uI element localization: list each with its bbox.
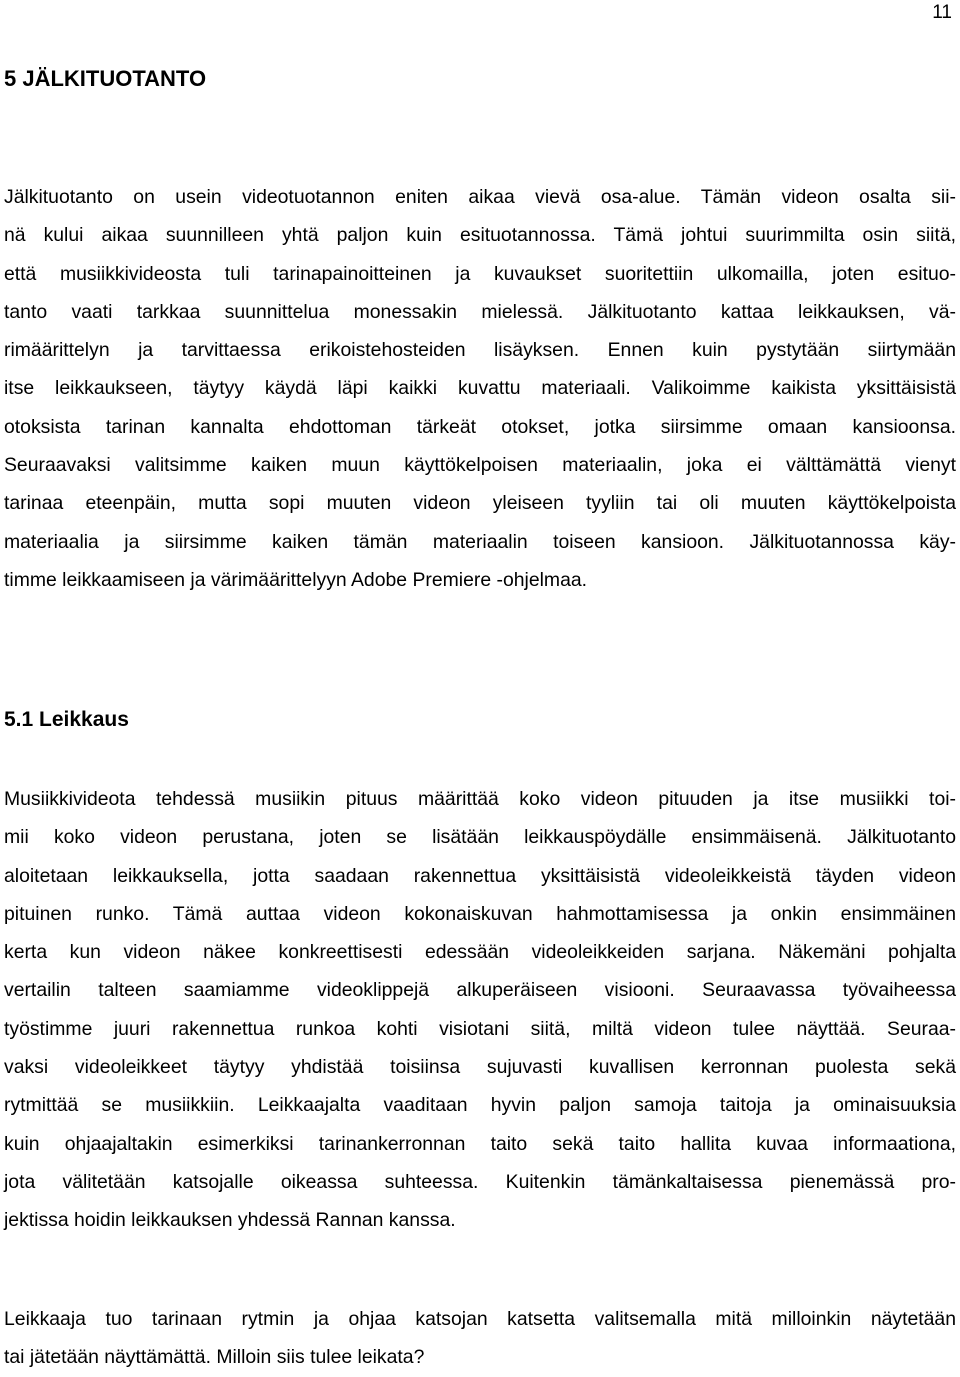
- text-line: kuin ohjaajaltakin esimerkiksi tarinankerronnan taito sekä taito hallita kuvaa informaationa,: [4, 1132, 956, 1155]
- text-line: nä kului aikaa suunnilleen yhtä paljon kuin esituotannossa. Tämä johtui suurimmilta osin siitä,: [4, 224, 956, 247]
- text-line: materiaalia ja siirsimme kaiken tämän materiaalin toiseen kansioon. Jälkituotannossa käy-: [4, 530, 956, 553]
- text-line: rimäärittelyn ja tarvittaessa erikoistehosteiden lisäyksen. Ennen kuin pystytään siirtymään: [4, 339, 956, 362]
- paragraph-leikkaus-1: [4, 780, 956, 1240]
- text-line: itse leikkaukseen, täytyy käydä läpi kaikki kuvattu materiaali. Valikoimme kaikista yksittäisistä: [4, 377, 956, 400]
- text-line: että musiikkivideosta tuli tarinapainoitteinen ja kuvaukset suoritettiin ulkomailla, joten esituo-: [4, 262, 956, 285]
- paragraph-leikkaus-2: [4, 1300, 956, 1377]
- text-line: vaksi videoleikkeet täytyy yhdistää toisiinsa sujuvasti kuvallisen kerronnan puolesta sekä: [4, 1056, 956, 1079]
- page-number: 11: [932, 2, 952, 23]
- text-line: pituinen runko. Tämä auttaa videon kokonaiskuvan hahmottamisessa ja onkin ensimmäinen: [4, 902, 956, 925]
- section-heading-leikkaus: 5.1 Leikkaus: [4, 708, 129, 731]
- text-line: mii koko videon perustana, joten se lisätään leikkauspöydälle ensimmäisenä. Jälkituotanto: [4, 826, 956, 849]
- text-line: vertailin talteen saamiamme videoklippejä alkuperäiseen visiooni. Seuraavassa työvaiheessa: [4, 979, 956, 1002]
- text-line: jota välitetään katsojalle oikeassa suhteessa. Kuitenkin tämänkaltaisessa pienemässä pro-: [4, 1170, 956, 1193]
- text-line: kerta kun videon näkee konkreettisesti edessään videoleikkeiden sarjana. Näkemäni pohjalta: [4, 941, 956, 964]
- paragraph-jalkituotanto-intro: [4, 178, 956, 599]
- text-line: työstimme juuri rakennettua runkoa kohti visiotani siitä, miltä videon tulee näyttää. Seuraa-: [4, 1017, 956, 1040]
- text-line: otoksista tarinan kannalta ehdottoman tärkeät otokset, jotka siirsimme omaan kansioonsa.: [4, 415, 956, 438]
- text-line: Musiikkivideota tehdessä musiikin pituus määrittää koko videon pituuden ja itse musiikki toi-: [4, 788, 956, 810]
- section-heading-jalkituotanto: 5 JÄLKITUOTANTO: [4, 66, 207, 91]
- text-line: tanto vaati tarkkaa suunnittelua monessakin mielessä. Jälkituotanto kattaa leikkauksen, vä-: [4, 300, 956, 323]
- text-line: jektissa hoidin leikkauksen yhdessä Rannan kanssa.: [4, 1209, 456, 1232]
- text-line: tai jätetään näyttämättä. Milloin siis tulee leikata?: [4, 1346, 425, 1369]
- text-line: Jälkituotanto on usein videotuotannon eniten aikaa vievä osa-alue. Tämän videon osalta sii-: [4, 186, 956, 208]
- text-line: rytmittää se musiikkiin. Leikkaajalta vaaditaan hyvin paljon samoja taitoja ja ominaisuuksia: [4, 1094, 956, 1117]
- text-line: Leikkaaja tuo tarinaan rytmin ja ohjaa katsojan katsetta valitsemalla mitä milloinkin näytetään: [4, 1308, 956, 1330]
- text-line: Seuraavaksi valitsimme kaiken muun käyttökelpoisen materiaalin, joka ei välttämättä vienyt: [4, 454, 956, 477]
- text-line: timme leikkaamiseen ja värimäärittelyyn Adobe Premiere -ohjelmaa.: [4, 568, 588, 591]
- text-line: tarinaa eteenpäin, mutta sopi muuten videon yleiseen tyyliin tai oli muuten käyttökelpoista: [4, 492, 956, 515]
- text-line: aloitetaan leikkauksella, jotta saadaan rakennettua yksittäisistä videoleikkeistä täyden videon: [4, 864, 956, 887]
